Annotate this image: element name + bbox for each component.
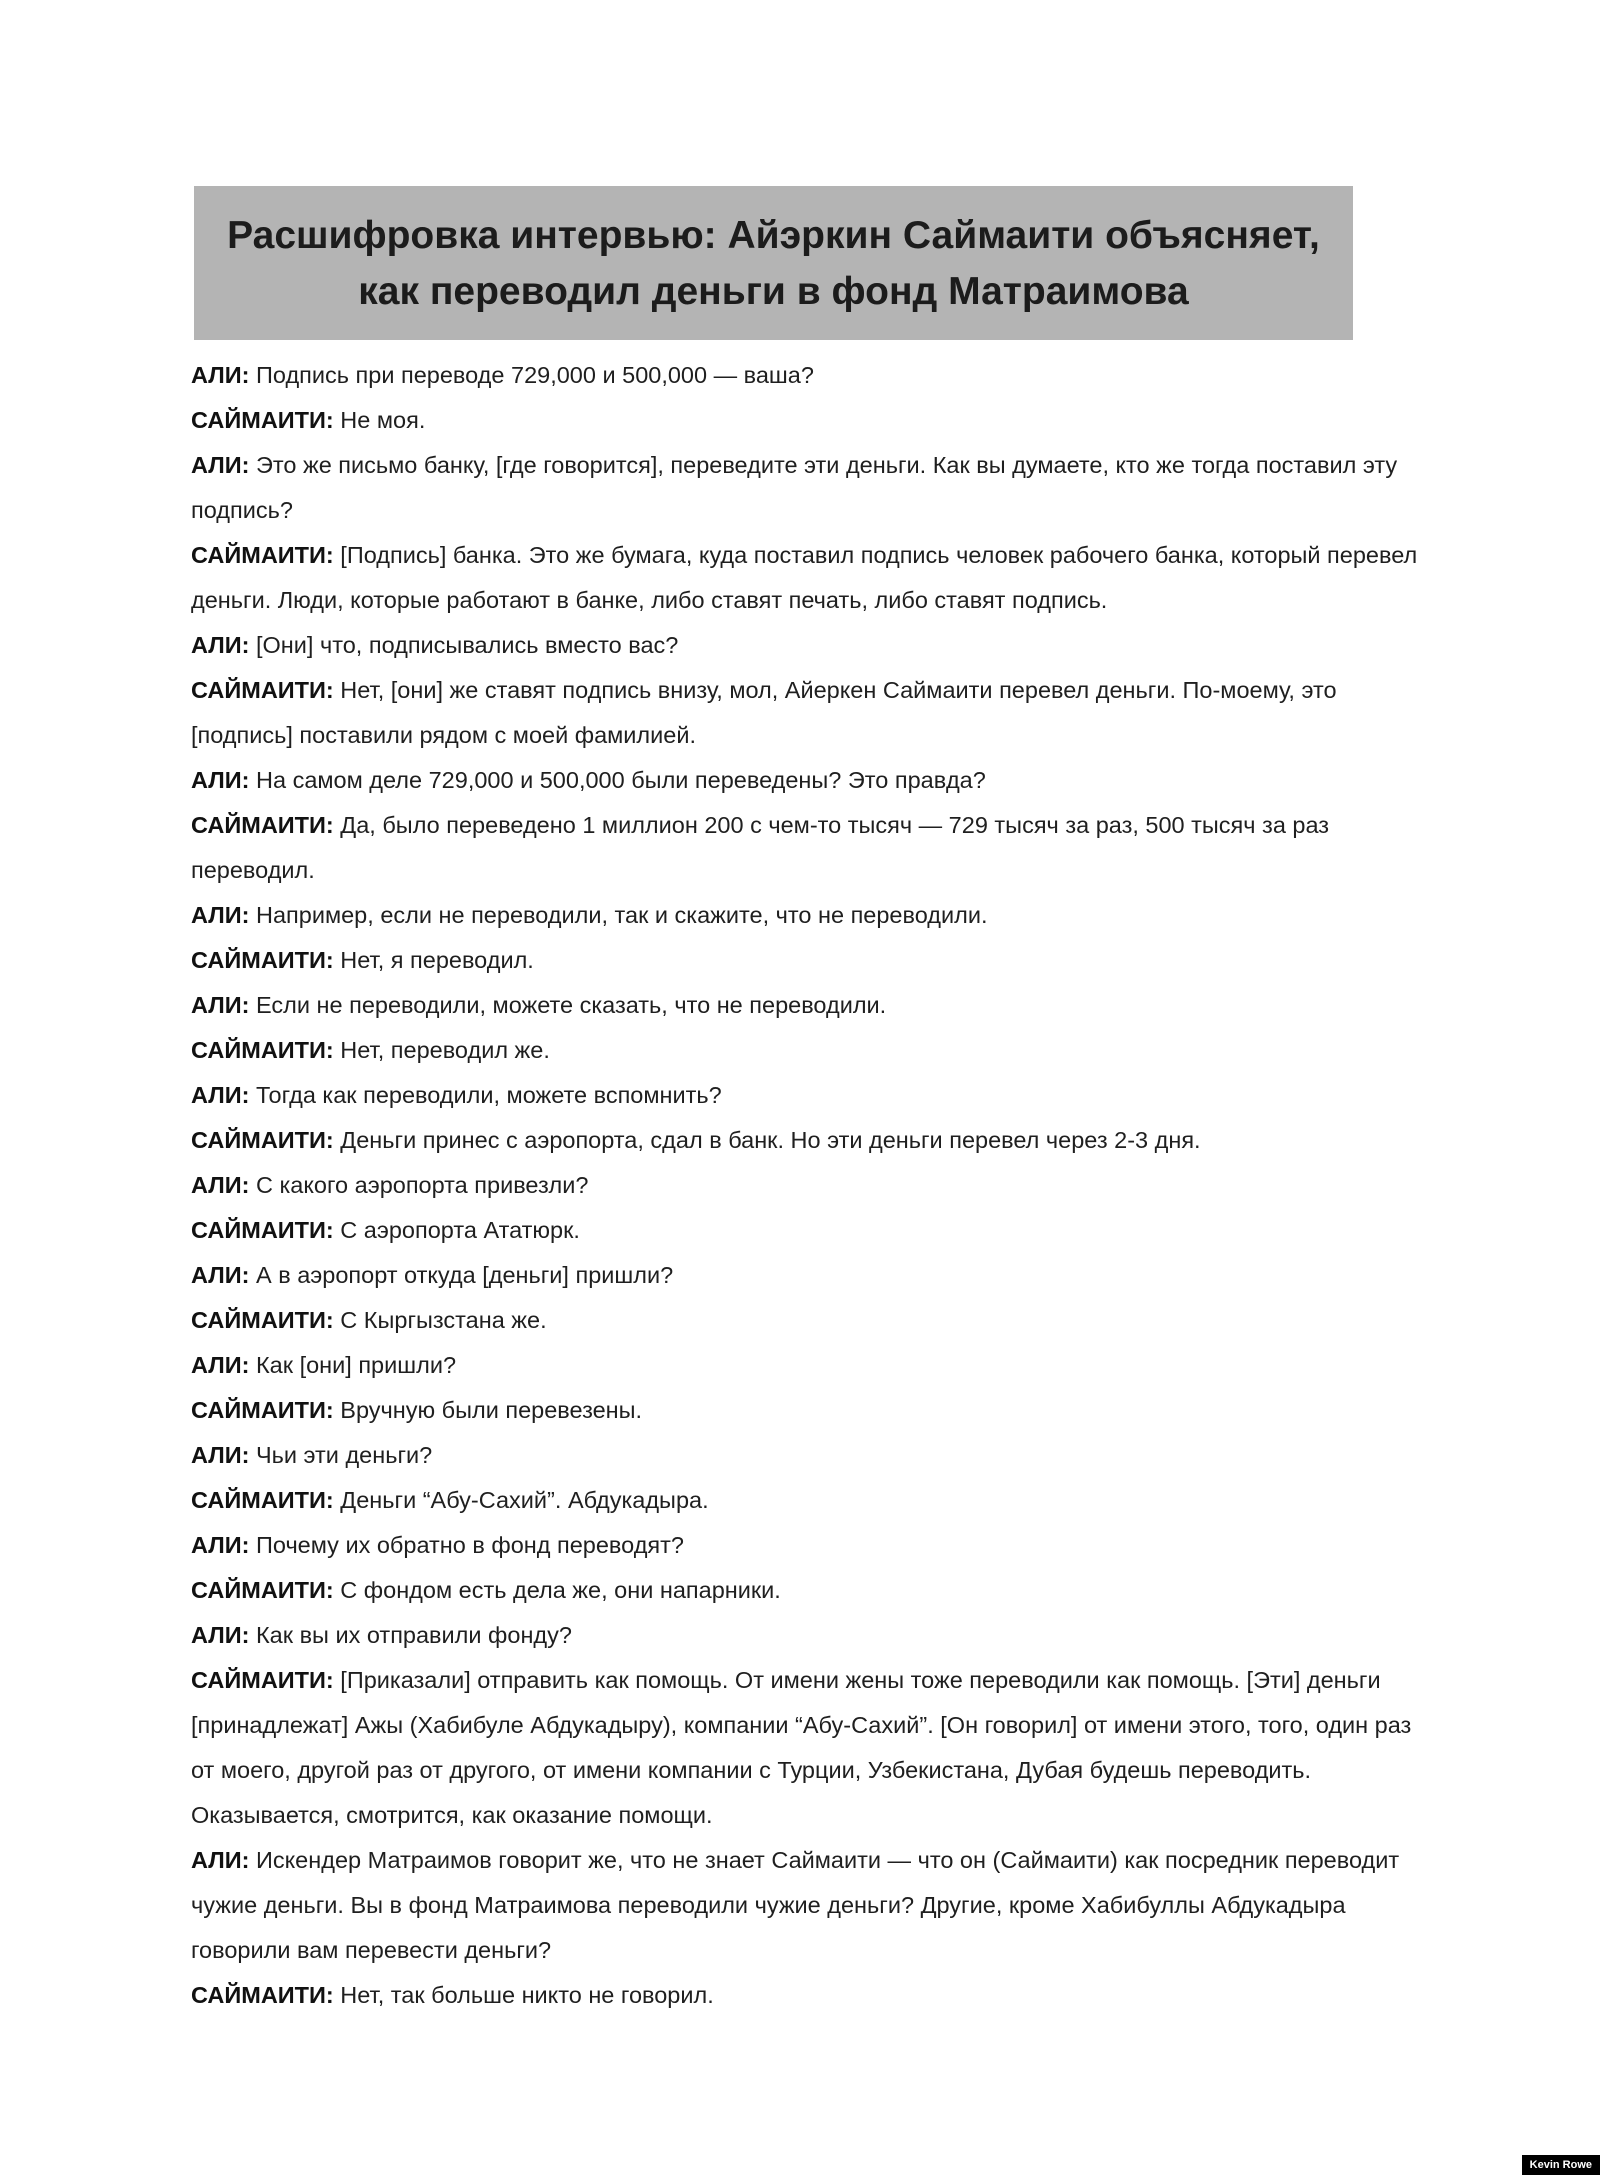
- title-line-2: как переводил деньги в фонд Матраимова: [358, 270, 1189, 313]
- transcript-paragraph: [191, 1298, 1421, 1343]
- speaker-label: САЙМАИТИ:: [191, 1982, 334, 2008]
- utterance-text: Нет, я переводил.: [333, 947, 534, 973]
- speaker-label: САЙМАИТИ:: [191, 407, 334, 433]
- utterance-text: [Подпись] банка. Это же бумага, куда поставил подпись человек рабочего банка, который перевел деньги. Люди, которые работают в банке, либо ставят печать, либо ставят подпись.: [191, 542, 1418, 613]
- utterance-text: Подпись при переводе 729,000 и 500,000 — ваша?: [249, 362, 814, 388]
- transcript-paragraph: [191, 1163, 1421, 1208]
- speaker-label: САЙМАИТИ:: [191, 1667, 334, 1693]
- transcript-paragraph: [191, 1433, 1421, 1478]
- speaker-label: АЛИ:: [191, 1352, 250, 1378]
- utterance-text: Не моя.: [333, 407, 426, 433]
- transcript-paragraph: [191, 1208, 1421, 1253]
- speaker-label: АЛИ:: [191, 362, 250, 388]
- utterance-text: Это же письмо банку, [где говорится], переведите эти деньги. Как вы думаете, кто же тогда поставил эту подпись?: [191, 452, 1398, 523]
- transcript-paragraph: [191, 1658, 1421, 1838]
- speaker-label: АЛИ:: [191, 1172, 250, 1198]
- transcript-paragraph: [191, 353, 1421, 398]
- utterance-text: Деньги “Абу-Сахий”. Абдукадыра.: [333, 1487, 709, 1513]
- transcript-paragraph: [191, 1118, 1421, 1163]
- utterance-text: С Кыргызстана же.: [333, 1307, 547, 1333]
- speaker-label: САЙМАИТИ:: [191, 1487, 334, 1513]
- speaker-label: САЙМАИТИ:: [191, 1217, 334, 1243]
- utterance-text: Да, было переведено 1 миллион 200 с чем-то тысяч — 729 тысяч за раз, 500 тысяч за раз переводил.: [191, 812, 1330, 883]
- speaker-label: АЛИ:: [191, 1082, 250, 1108]
- speaker-label: САЙМАИТИ:: [191, 1037, 334, 1063]
- utterance-text: С аэропорта Ататюрк.: [333, 1217, 580, 1243]
- transcript-paragraph: [191, 1253, 1421, 1298]
- speaker-label: САЙМАИТИ:: [191, 677, 334, 703]
- utterance-text: Чьи эти деньги?: [249, 1442, 433, 1468]
- speaker-label: АЛИ:: [191, 1847, 250, 1873]
- transcript-paragraph: [191, 893, 1421, 938]
- speaker-label: АЛИ:: [191, 452, 250, 478]
- transcript-paragraph: [191, 1613, 1421, 1658]
- photo-credit: Kevin Rowe: [1522, 2155, 1600, 2175]
- speaker-label: САЙМАИТИ:: [191, 542, 334, 568]
- speaker-label: САЙМАИТИ:: [191, 947, 334, 973]
- utterance-text: [Приказали] отправить как помощь. От имени жены тоже переводили как помощь. [Эти] деньги [принадлежат] Ажы (Хабибуле Абдукадыру), компании “Абу-Сахий”. [Он говорил] от имени этого, того, один раз от моего, другой раз от другого, от имени компании с Турции, Узбекистана, Дубая будешь переводить. Оказывается, смотрится, как оказание помощи.: [191, 1667, 1412, 1828]
- speaker-label: АЛИ:: [191, 992, 250, 1018]
- transcript-paragraph: [191, 1343, 1421, 1388]
- title-line-1: Расшифровка интервью: Айэркин Саймаити объясняет,: [227, 214, 1320, 257]
- speaker-label: АЛИ:: [191, 632, 250, 658]
- utterance-text: С фондом есть дела же, они напарники.: [333, 1577, 781, 1603]
- utterance-text: Искендер Матраимов говорит же, что не знает Саймаити — что он (Саймаити) как посредник переводит чужие деньги. Вы в фонд Матраимова переводили чужие деньги? Другие, кроме Хабибуллы Абдукадыра говорили вам перевести деньги?: [191, 1847, 1400, 1963]
- transcript-paragraph: [191, 1478, 1421, 1523]
- transcript-paragraph: [191, 1568, 1421, 1613]
- speaker-label: САЙМАИТИ:: [191, 812, 334, 838]
- utterance-text: Как вы их отправили фонду?: [249, 1622, 572, 1648]
- transcript-body: [191, 353, 1421, 2018]
- transcript-paragraph: [191, 1973, 1421, 2018]
- transcript-paragraph: [191, 533, 1421, 623]
- title-banner: [194, 186, 1353, 340]
- transcript-paragraph: [191, 623, 1421, 668]
- utterance-text: [Они] что, подписывались вместо вас?: [249, 632, 679, 658]
- transcript-paragraph: [191, 1523, 1421, 1568]
- speaker-label: АЛИ:: [191, 1532, 250, 1558]
- transcript-paragraph: [191, 938, 1421, 983]
- transcript-paragraph: [191, 1028, 1421, 1073]
- transcript-paragraph: [191, 443, 1421, 533]
- transcript-paragraph: [191, 803, 1421, 893]
- transcript-paragraph: [191, 1073, 1421, 1118]
- utterance-text: На самом деле 729,000 и 500,000 были переведены? Это правда?: [249, 767, 986, 793]
- utterance-text: Вручную были перевезены.: [333, 1397, 643, 1423]
- utterance-text: Нет, так больше никто не говорил.: [333, 1982, 714, 2008]
- utterance-text: Нет, [они] же ставят подпись внизу, мол, Айеркен Саймаити перевел деньги. По-моему, это [подпись] поставили рядом с моей фамилией.: [191, 677, 1337, 748]
- speaker-label: САЙМАИТИ:: [191, 1307, 334, 1333]
- speaker-label: САЙМАИТИ:: [191, 1127, 334, 1153]
- transcript-paragraph: [191, 1838, 1421, 1973]
- transcript-paragraph: [191, 758, 1421, 803]
- transcript-paragraph: [191, 398, 1421, 443]
- transcript-paragraph: [191, 1388, 1421, 1433]
- utterance-text: Например, если не переводили, так и скажите, что не переводили.: [249, 902, 988, 928]
- speaker-label: АЛИ:: [191, 767, 250, 793]
- utterance-text: А в аэропорт откуда [деньги] пришли?: [249, 1262, 674, 1288]
- utterance-text: Как [они] пришли?: [249, 1352, 457, 1378]
- utterance-text: Нет, переводил же.: [333, 1037, 550, 1063]
- utterance-text: С какого аэропорта привезли?: [249, 1172, 589, 1198]
- speaker-label: САЙМАИТИ:: [191, 1577, 334, 1603]
- transcript-paragraph: [191, 668, 1421, 758]
- speaker-label: АЛИ:: [191, 1262, 250, 1288]
- utterance-text: Тогда как переводили, можете вспомнить?: [249, 1082, 722, 1108]
- transcript-paragraph: [191, 983, 1421, 1028]
- utterance-text: Деньги принес с аэропорта, сдал в банк. Но эти деньги перевел через 2-3 дня.: [333, 1127, 1201, 1153]
- speaker-label: САЙМАИТИ:: [191, 1397, 334, 1423]
- speaker-label: АЛИ:: [191, 1622, 250, 1648]
- utterance-text: Если не переводили, можете сказать, что не переводили.: [249, 992, 887, 1018]
- speaker-label: АЛИ:: [191, 1442, 250, 1468]
- speaker-label: АЛИ:: [191, 902, 250, 928]
- utterance-text: Почему их обратно в фонд переводят?: [249, 1532, 684, 1558]
